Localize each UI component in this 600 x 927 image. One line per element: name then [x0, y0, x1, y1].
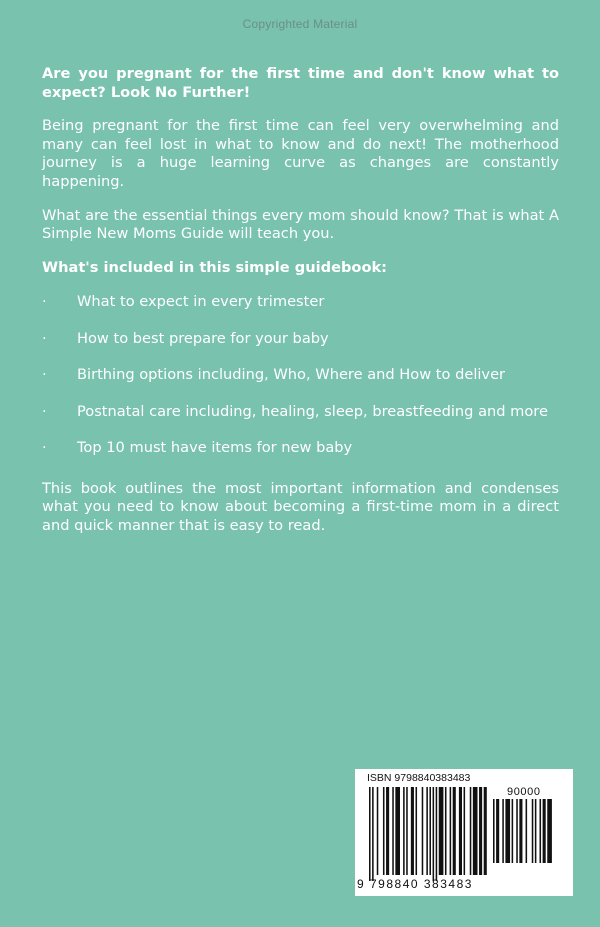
barcode-digits: 9 798840 383483	[357, 877, 473, 891]
list-item-text: Postnatal care including, healing, sleep, breastfeeding and more	[77, 402, 548, 420]
bullet-dot: ·	[42, 439, 47, 457]
barcode-bars	[369, 787, 489, 881]
paragraph-outro: This book outlines the most important information and condenses what you need to know about becoming a first-time mom in a direct and quick manner that is easy to read.	[42, 479, 559, 535]
intro-lead: Are you pregnant for the first time and don't know what to expect? Look No Further!	[42, 65, 559, 101]
list-item	[42, 439, 559, 476]
paragraph-essentials: What are the essential things every mom should know? That is what A Simple New Moms Guide will teach you.	[42, 206, 559, 243]
bullet-dot: ·	[42, 293, 47, 311]
bullet-dot: ·	[42, 366, 47, 384]
list-item	[42, 366, 559, 403]
price-code: 90000	[507, 786, 541, 798]
bullet-dot: ·	[42, 402, 47, 420]
list-item-text: Birthing options including, Who, Where and How to deliver	[77, 366, 506, 384]
copyright-watermark-top: Copyrighted Material	[242, 17, 358, 31]
list-item-text: Top 10 must have items for new baby	[77, 439, 353, 457]
bullet-dot: ·	[42, 329, 47, 347]
back-cover-text	[42, 65, 559, 551]
included-heading: What's included in this simple guidebook:	[42, 258, 388, 276]
list-item	[42, 330, 559, 367]
isbn-barcode	[355, 769, 573, 896]
paragraph-overwhelming: Being pregnant for the first time can feel very overwhelming and many can feel lost in what to know and do next! The motherhood journey is a huge learning curve as changes are constantly happening.	[42, 117, 559, 190]
addon-barcode-bars	[493, 799, 561, 863]
isbn-label: ISBN 9798840383483	[367, 772, 471, 784]
included-list	[42, 293, 559, 476]
list-item	[42, 403, 559, 440]
list-item-text: How to best prepare for your baby	[77, 329, 329, 347]
list-item	[42, 293, 559, 330]
list-item-text: What to expect in every trimester	[77, 293, 325, 311]
